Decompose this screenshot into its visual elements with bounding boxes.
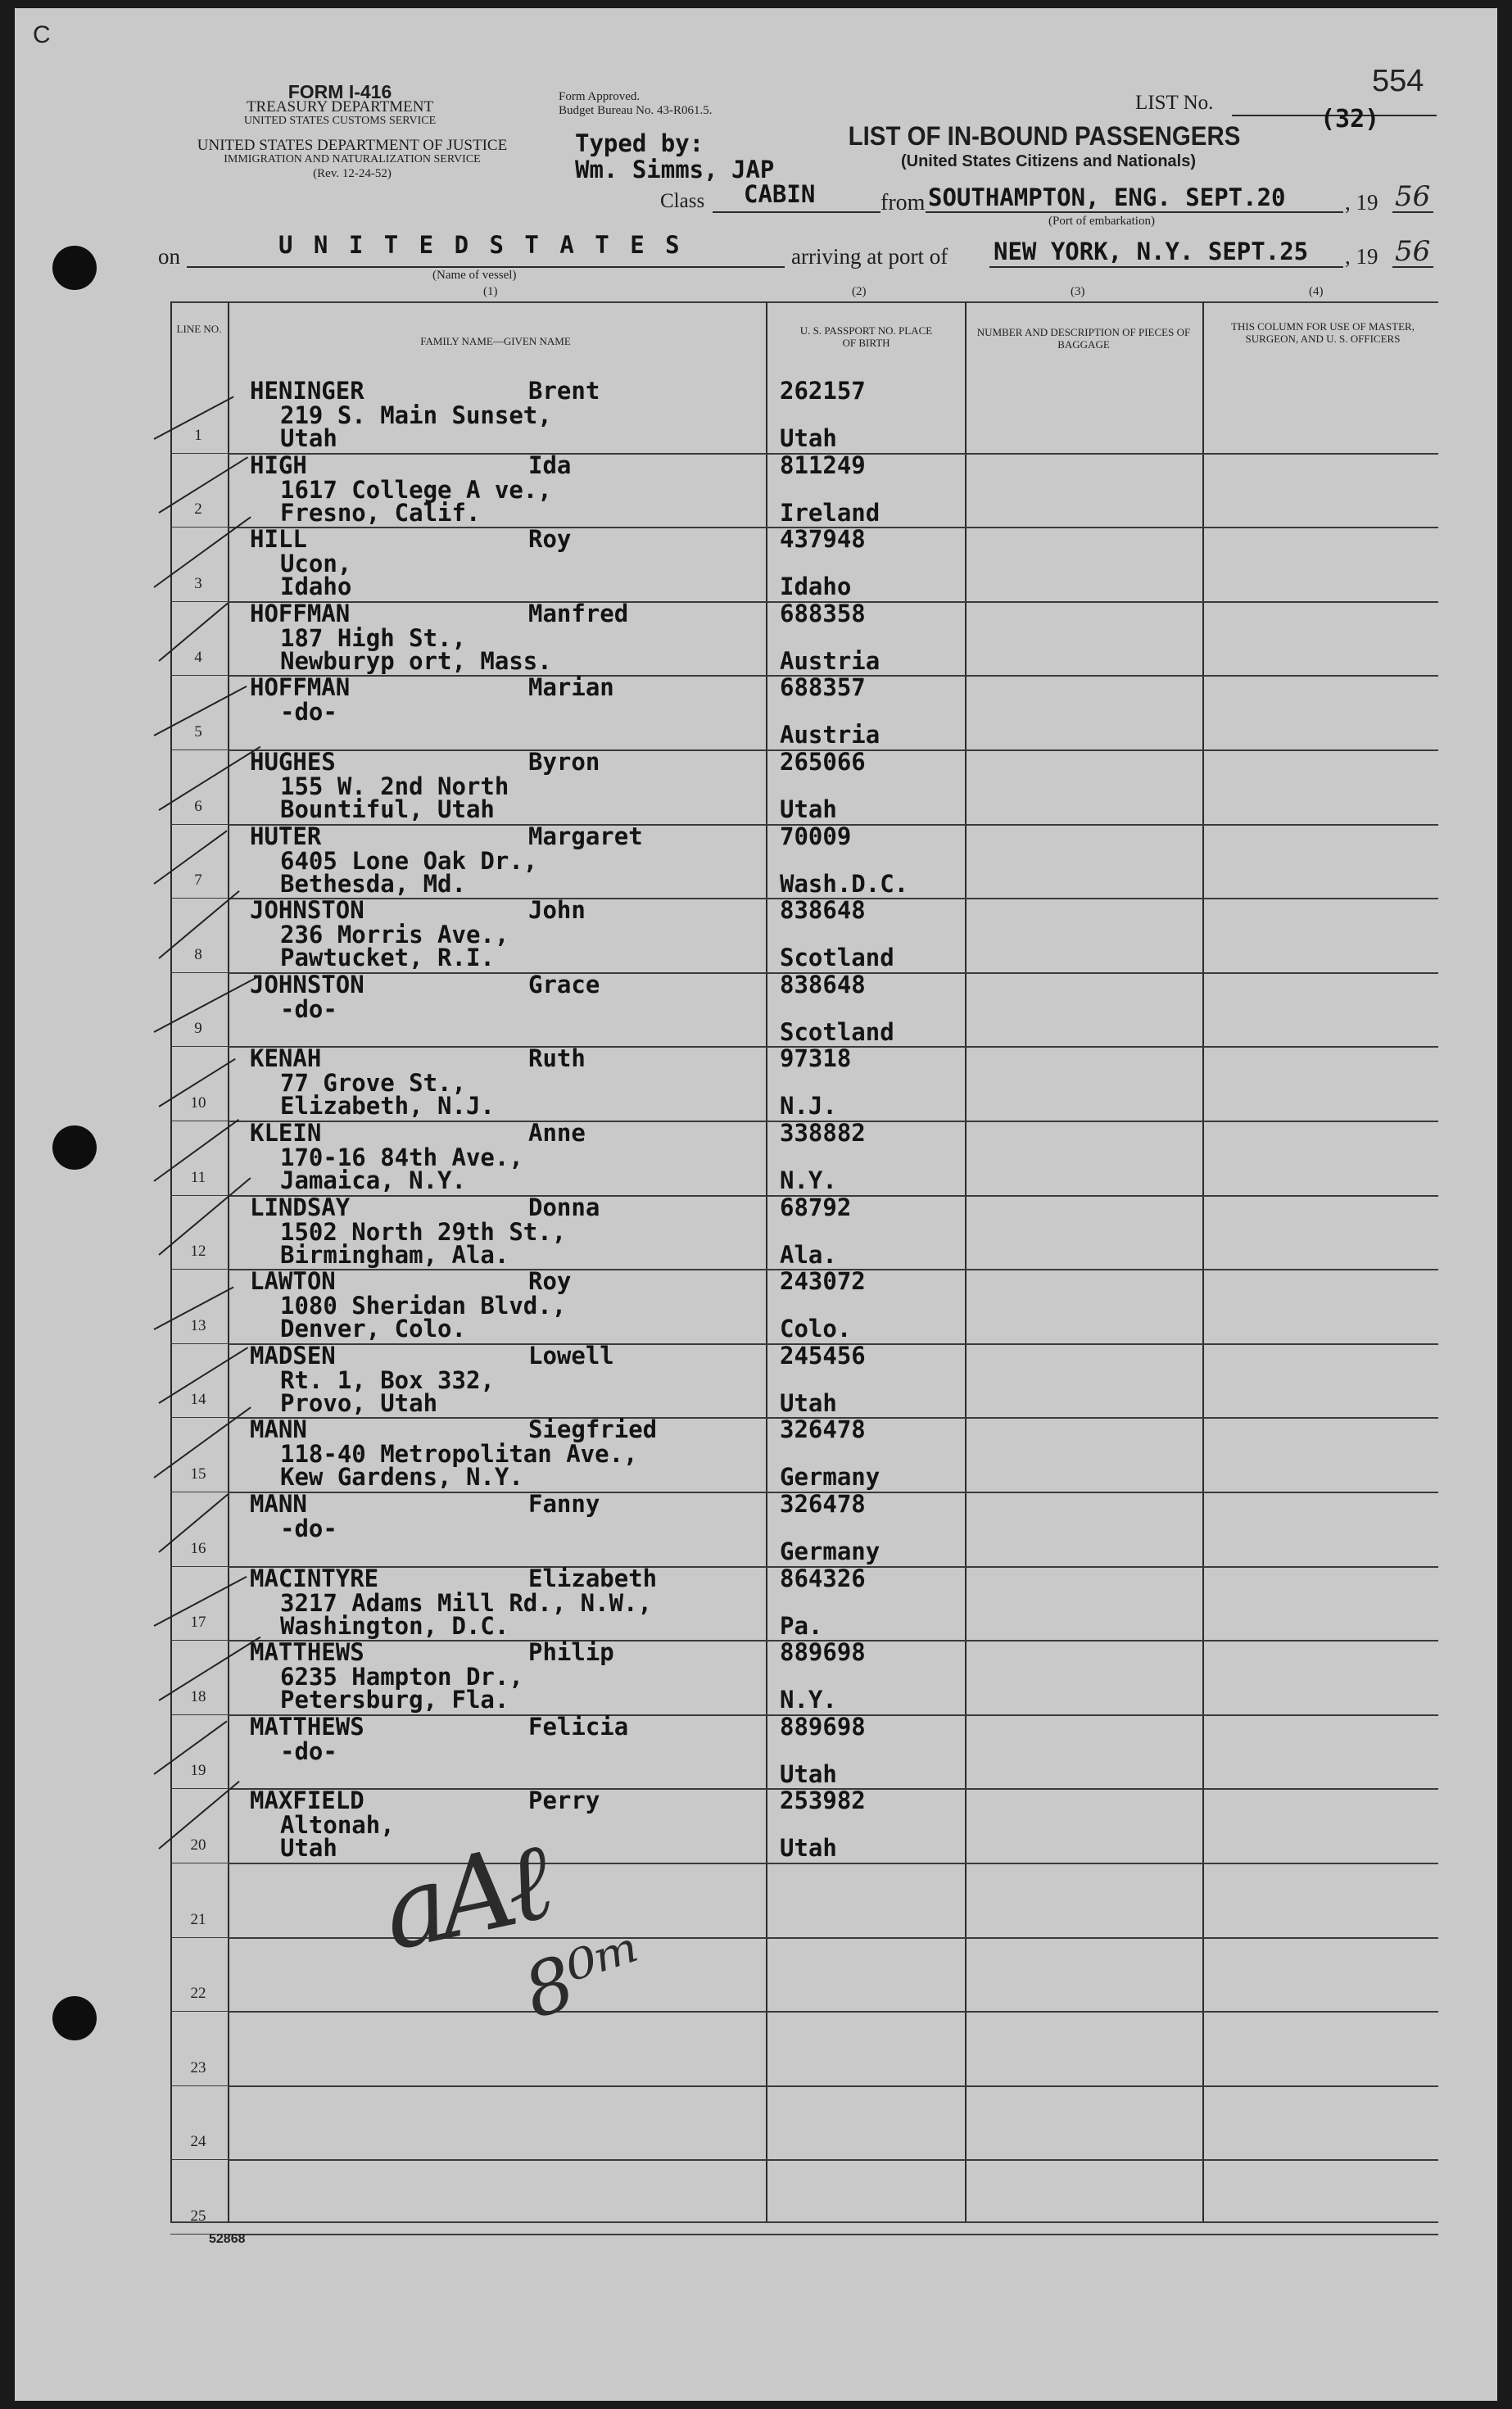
address-line-1: 155 W. 2nd North [280, 772, 509, 800]
address-line-1: 170-16 84th Ave., [280, 1143, 523, 1171]
row-separator [228, 2234, 1438, 2235]
address-line-2: Kew Gardens, N.Y. [280, 1463, 523, 1491]
address-line-1: -do- [280, 1737, 337, 1765]
passport-number: 864326 [780, 1564, 866, 1592]
place-of-birth: Austria [780, 647, 880, 675]
given-name: Perry [528, 1786, 600, 1814]
family-name: MANN [250, 1490, 307, 1518]
typed-by-name: Wm. Simms, [575, 156, 718, 183]
family-name: KENAH [250, 1044, 322, 1072]
list-no-label: LIST No. [1135, 92, 1214, 114]
passport-number: 889698 [780, 1638, 866, 1666]
row-separator-left [170, 898, 228, 899]
from-value: SOUTHAMPTON, ENG. SEPT.20 [928, 183, 1286, 211]
col-header-officers: THIS COLUMN FOR USE OF MASTER, SURGEON, AND U. S. OFFICERS [1231, 320, 1415, 345]
port-caption: (Port of embarkation) [1048, 215, 1155, 228]
col2-number: (2) [852, 285, 867, 298]
address-line-1: Altonah, [280, 1811, 395, 1839]
col-header-name: FAMILY NAME—GIVEN NAME [420, 335, 571, 347]
col-divider-name [766, 301, 767, 2221]
binder-hole-middle [52, 1125, 97, 1170]
passport-number: 68792 [780, 1193, 852, 1221]
col-divider-line [228, 301, 229, 2221]
line-number: 7 [194, 872, 202, 889]
address-line-2: Provo, Utah [280, 1389, 438, 1417]
line-number: 18 [190, 1688, 206, 1705]
address-line-1: -do- [280, 995, 337, 1023]
class-underline [713, 211, 880, 213]
address-line-2: Fresno, Calif. [280, 499, 481, 527]
line-number: 20 [190, 1836, 206, 1854]
table-left-border [170, 301, 172, 2221]
line-number: 1 [194, 427, 202, 444]
passport-number: 265066 [780, 748, 866, 776]
address-line-1: 219 S. Main Sunset, [280, 401, 552, 429]
given-name: Margaret [528, 822, 643, 850]
address-line-2: Utah [280, 424, 337, 452]
class-label: Class [660, 190, 705, 212]
passport-number: 688357 [780, 673, 866, 701]
address-line-2: Idaho [280, 573, 352, 600]
row-separator-left [170, 1640, 228, 1641]
signature-time-mark: 8⁰ᵐ [514, 1916, 657, 2036]
place-of-birth: N.Y. [780, 1166, 837, 1194]
binder-hole-bottom [52, 1996, 97, 2040]
from-underline [926, 211, 1343, 213]
given-name: Lowell [528, 1342, 614, 1370]
on-label: on [158, 244, 180, 269]
table-bottom-border [170, 2221, 1438, 2223]
page-title: LIST OF IN-BOUND PASSENGERS [848, 121, 1241, 151]
place-of-birth: Idaho [780, 573, 852, 600]
row-separator-left [170, 1937, 228, 1938]
line-number: 21 [190, 1911, 206, 1928]
passport-number: 338882 [780, 1119, 866, 1147]
family-name: MATTHEWS [250, 1713, 364, 1741]
col-divider-passport [965, 301, 967, 2221]
address-line-1: 236 Morris Ave., [280, 921, 509, 949]
passport-number: 70009 [780, 822, 852, 850]
passport-number: 811249 [780, 451, 866, 479]
address-line-1: 6235 Hampton Dr., [280, 1663, 523, 1691]
family-name: HOFFMAN [250, 673, 351, 701]
vessel-caption: (Name of vessel) [432, 269, 517, 282]
list-no-value: (32) [1320, 105, 1380, 134]
document-sheet [15, 8, 1497, 2401]
row-separator-left [170, 1195, 228, 1196]
place-of-birth: Germany [780, 1537, 880, 1565]
given-name: Roy [528, 1267, 572, 1295]
family-name: MACINTYRE [250, 1564, 379, 1592]
address-line-1: -do- [280, 1515, 337, 1542]
passport-number: 243072 [780, 1267, 866, 1295]
family-name: KLEIN [250, 1119, 322, 1147]
given-name: Anne [528, 1119, 586, 1147]
place-of-birth: Pa. [780, 1612, 823, 1640]
passport-number: 97318 [780, 1044, 852, 1072]
place-of-birth: Germany [780, 1463, 880, 1491]
row-separator-left [170, 824, 228, 825]
form-number: FORM I-416 [287, 81, 392, 102]
arrival-port: NEW YORK, N.Y. SEPT.25 [994, 238, 1309, 265]
line-number: 12 [190, 1243, 206, 1260]
line-number: 14 [190, 1391, 206, 1408]
given-name: Philip [528, 1638, 614, 1666]
address-line-2: Jamaica, N.Y. [280, 1166, 466, 1194]
binder-hole-top [52, 246, 97, 290]
row-separator-left [170, 527, 228, 528]
place-of-birth: N.J. [780, 1092, 837, 1120]
line-number: 8 [194, 946, 202, 963]
family-name: MATTHEWS [250, 1638, 364, 1666]
line-number: 15 [190, 1465, 206, 1483]
place-of-birth: N.Y. [780, 1686, 837, 1714]
passport-number: 245456 [780, 1342, 866, 1370]
address-line-2: Bethesda, Md. [280, 870, 466, 898]
address-line-1: 118-40 Metropolitan Ave., [280, 1440, 638, 1468]
address-line-2: Denver, Colo. [280, 1315, 466, 1343]
row-separator-left [170, 972, 228, 973]
arrival-year: 56 [1395, 235, 1431, 268]
row-separator-left [170, 1343, 228, 1344]
row-separator-left [170, 1417, 228, 1418]
line-number: 19 [190, 1762, 206, 1779]
line-number: 13 [190, 1317, 206, 1334]
row-separator-left [170, 749, 228, 750]
row-separator [228, 2159, 1438, 2161]
row-separator-left [170, 1788, 228, 1789]
dept-ins: IMMIGRATION AND NATURALIZATION SERVICE [224, 153, 481, 165]
dept-treasury: TREASURY DEPARTMENT [246, 98, 434, 115]
row-separator [228, 2011, 1438, 2013]
passport-number: 437948 [780, 525, 866, 553]
address-line-1: 3217 Adams Mill Rd., N.W., [280, 1589, 652, 1617]
form-revision: (Rev. 12-24-52) [313, 167, 392, 180]
family-name: LINDSAY [250, 1193, 351, 1221]
address-line-2: Utah [280, 1834, 337, 1862]
row-separator-left [170, 453, 228, 454]
arrival-underline [989, 266, 1343, 268]
vessel-underline [187, 266, 785, 268]
place-of-birth: Wash.D.C. [780, 870, 909, 898]
col-header-baggage: NUMBER AND DESCRIPTION OF PIECES OF BAGGAGE [976, 326, 1191, 351]
line-number: 22 [190, 1985, 206, 2002]
row-separator-left [170, 1269, 228, 1270]
col1-number: (1) [483, 285, 498, 298]
from-label: from [880, 190, 926, 215]
passport-number: 838648 [780, 971, 866, 998]
address-line-1: 1502 North 29th St., [280, 1218, 567, 1246]
given-name: Felicia [528, 1713, 629, 1741]
passport-number: 326478 [780, 1415, 866, 1443]
family-name: HUTER [250, 822, 322, 850]
line-number: 5 [194, 723, 202, 740]
line-number: 9 [194, 1020, 202, 1037]
col-divider-baggage [1202, 301, 1204, 2221]
place-of-birth: Ala. [780, 1241, 837, 1269]
vessel-name: U N I T E D S T A T E S [278, 231, 683, 259]
class-value: CABIN [744, 180, 816, 208]
given-name: Brent [528, 377, 600, 405]
family-name: HUGHES [250, 748, 336, 776]
col3-number: (3) [1071, 285, 1085, 298]
passport-number: 838648 [780, 896, 866, 924]
place-of-birth: Utah [780, 424, 837, 452]
address-line-2: Washington, D.C. [280, 1612, 509, 1640]
place-of-birth: Utah [780, 795, 837, 823]
line-number: 4 [194, 649, 202, 666]
line-number: 23 [190, 2059, 206, 2076]
given-name: Byron [528, 748, 600, 776]
line-number: 25 [190, 2207, 206, 2225]
address-line-1: 187 High St., [280, 624, 466, 652]
family-name: MANN [250, 1415, 307, 1443]
passport-number: 688358 [780, 600, 866, 627]
col-header-line-no: LINE NO. [176, 323, 222, 335]
family-name: JOHNSTON [250, 971, 364, 998]
address-line-2: Petersburg, Fla. [280, 1686, 509, 1714]
row-separator [228, 2085, 1438, 2087]
family-name: LAWTON [250, 1267, 336, 1295]
page-subtitle: (United States Citizens and Nationals) [900, 152, 1197, 170]
passport-number: 326478 [780, 1490, 866, 1518]
family-name: MADSEN [250, 1342, 336, 1370]
address-line-1: Rt. 1, Box 332, [280, 1366, 495, 1394]
family-name: JOHNSTON [250, 896, 364, 924]
given-name: Marian [528, 673, 614, 701]
row-separator-left [170, 2159, 228, 2160]
corner-letter: C [33, 21, 51, 48]
given-name: Ida [528, 451, 572, 479]
row-separator-left [170, 1714, 228, 1715]
row-separator-left [170, 675, 228, 676]
given-name: Ruth [528, 1044, 586, 1072]
given-name: Donna [528, 1193, 600, 1221]
address-line-1: Ucon, [280, 550, 352, 577]
given-name: Siegfried [528, 1415, 658, 1443]
row-separator-left [170, 1566, 228, 1567]
family-name: HIGH [250, 451, 307, 479]
place-of-birth: Colo. [780, 1315, 852, 1343]
budget-bureau: Budget Bureau No. 43-R061.5. [559, 104, 713, 117]
place-of-birth: Ireland [780, 499, 880, 527]
form-approved: Form Approved. [559, 90, 641, 103]
place-of-birth: Scotland [780, 944, 894, 971]
passport-number: 262157 [780, 377, 866, 405]
table-top-border [170, 301, 1438, 303]
address-line-2: Birmingham, Ala. [280, 1241, 509, 1269]
departure-year: 56 [1395, 180, 1431, 213]
from-year-prefix: , 19 [1345, 190, 1378, 215]
dept-justice: UNITED STATES DEPARTMENT OF JUSTICE [197, 137, 508, 154]
family-name: HOFFMAN [250, 600, 351, 627]
dept-customs: UNITED STATES CUSTOMS SERVICE [243, 115, 437, 127]
col4-number: (4) [1309, 285, 1324, 298]
typed-by-label: Typed by: [575, 129, 704, 157]
arriving-label: arriving at port of [791, 244, 948, 269]
given-name: Grace [528, 971, 600, 998]
address-line-1: 1617 College A ve., [280, 476, 552, 504]
address-line-1: -do- [280, 698, 337, 726]
row-separator-left [170, 1046, 228, 1047]
family-name: HILL [250, 525, 307, 553]
passport-number: 889698 [780, 1713, 866, 1741]
row-separator-left [170, 2011, 228, 2012]
row-separator-left [170, 2085, 228, 2086]
arrival-year-prefix: , 19 [1345, 244, 1378, 269]
line-number: 16 [190, 1540, 206, 1557]
officer-signature: aAℓ [372, 1819, 555, 1975]
line-number: 6 [194, 798, 202, 815]
address-line-1: 1080 Sheridan Blvd., [280, 1292, 567, 1320]
footer-code: 52868 [209, 2232, 246, 2246]
family-name: MAXFIELD [250, 1786, 364, 1814]
line-number: 11 [190, 1169, 206, 1186]
list-no-stamp: 554 [1372, 64, 1424, 98]
line-number: 3 [194, 575, 202, 592]
address-line-2: Bountiful, Utah [280, 795, 495, 823]
place-of-birth: Austria [780, 721, 880, 749]
line-number: 10 [190, 1094, 206, 1112]
address-line-2: Pawtucket, R.I. [280, 944, 495, 971]
address-line-1: 77 Grove St., [280, 1069, 466, 1097]
place-of-birth: Scotland [780, 1018, 894, 1046]
given-name: Elizabeth [528, 1564, 658, 1592]
family-name: HENINGER [250, 377, 364, 405]
address-line-2: Elizabeth, N.J. [280, 1092, 495, 1120]
given-name: Fanny [528, 1490, 600, 1518]
given-name: John [528, 896, 586, 924]
address-line-1: 6405 Lone Oak Dr., [280, 847, 538, 875]
row-separator-left [170, 601, 228, 602]
place-of-birth: Utah [780, 1834, 837, 1862]
line-number: 17 [190, 1614, 206, 1631]
passport-number: 253982 [780, 1786, 866, 1814]
typed-by-initials: JAP [731, 156, 775, 183]
line-number: 24 [190, 2133, 206, 2150]
place-of-birth: Utah [780, 1760, 837, 1788]
col-header-passport: U. S. PASSPORT NO. PLACE OF BIRTH [799, 324, 933, 349]
line-number: 2 [194, 500, 202, 518]
given-name: Manfred [528, 600, 629, 627]
address-line-2: Newburyp ort, Mass. [280, 647, 552, 675]
place-of-birth: Utah [780, 1389, 837, 1417]
given-name: Roy [528, 525, 572, 553]
